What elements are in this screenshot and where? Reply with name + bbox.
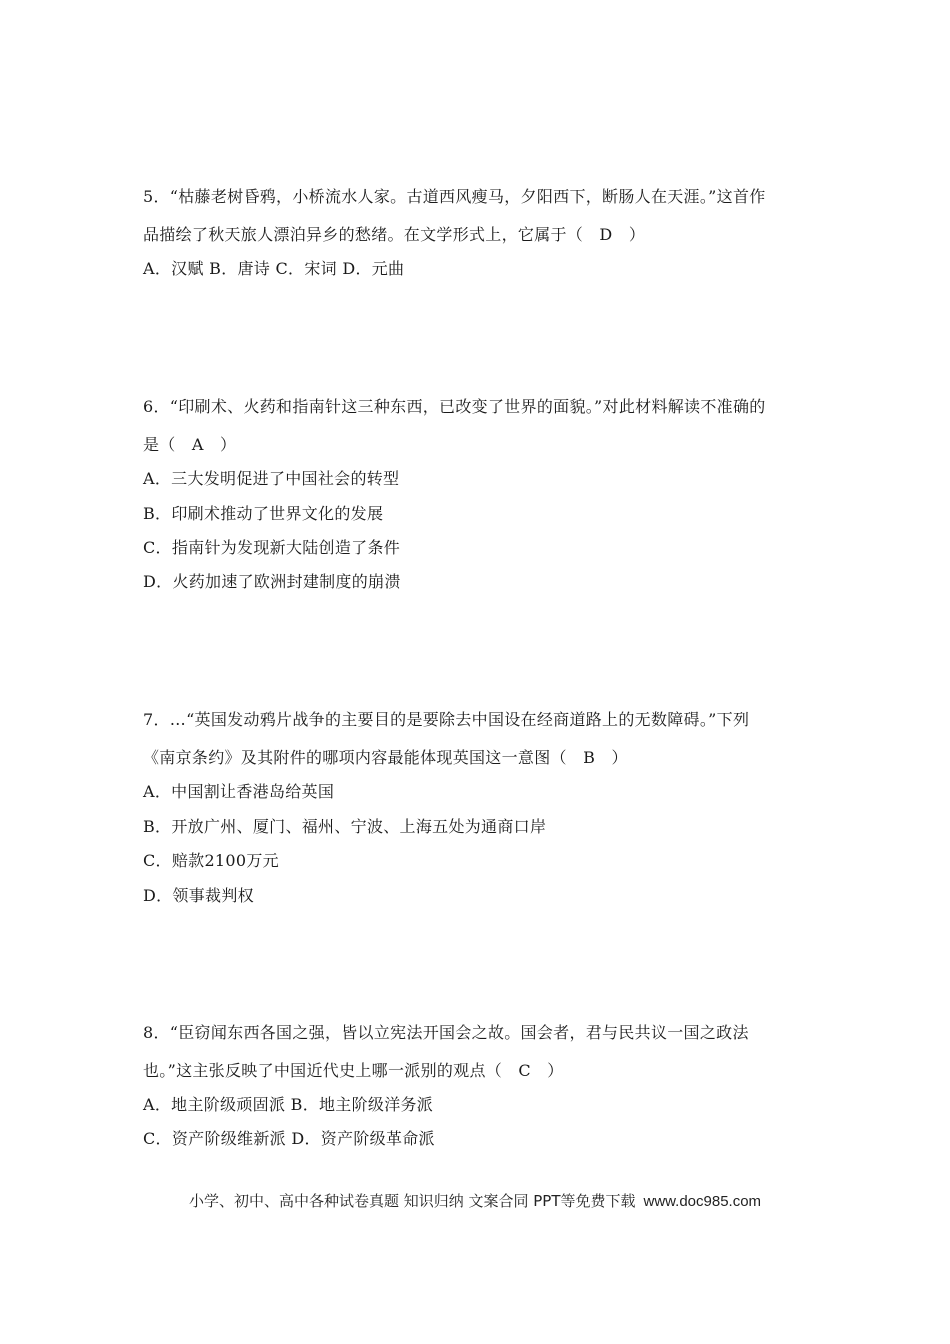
question-5-options: A．汉赋 B．唐诗 C．宋词 D．元曲 xyxy=(143,259,405,278)
question-6-line-2: 是（ A ） xyxy=(143,435,237,454)
question-6-option-d: D．火药加速了欧洲封建制度的崩溃 xyxy=(143,572,401,591)
question-7-line-2: 《南京条约》及其附件的哪项内容最能体现英国这一意图（ B ） xyxy=(143,748,628,767)
page-footer xyxy=(0,1191,950,1212)
question-5-line-2: 品描绘了秋天旅人漂泊异乡的愁绪。在文学形式上，它属于（ D ） xyxy=(143,225,646,244)
question-5-line-1: 5．“枯藤老树昏鸦，小桥流水人家。古道西风瘦马，夕阳西下，断肠人在天涯。”这首作 xyxy=(143,187,766,206)
question-8-options-ab: A．地主阶级顽固派 B．地主阶级洋务派 xyxy=(143,1095,434,1114)
footer-text: 小学、初中、高中各种试卷真题 知识归纳 文案合同 PPT等免费下载 xyxy=(188,1192,636,1210)
question-6-option-a: A．三大发明促进了中国社会的转型 xyxy=(143,469,400,488)
question-7-option-b: B．开放广州、厦门、福州、宁波、上海五处为通商口岸 xyxy=(143,817,547,836)
question-6-option-c: C．指南针为发现新大陆创造了条件 xyxy=(143,538,401,557)
question-8-line-1: 8．“臣窃闻东西各国之强，皆以立宪法开国会之故。国会者，君与民共议一国之政法 xyxy=(143,1023,749,1042)
question-7-option-d: D．领事裁判权 xyxy=(143,886,254,905)
question-7-option-c: C．赔款2100万元 xyxy=(143,851,279,870)
footer-url[interactable]: www.doc985.com xyxy=(643,1193,762,1210)
question-7-line-1: 7．…“英国发动鸦片战争的主要目的是要除去中国设在经商道路上的无数障碍。”下列 xyxy=(143,710,750,729)
question-7-option-a: A．中国割让香港岛给英国 xyxy=(143,782,335,801)
question-8-options-cd: C．资产阶级维新派 D．资产阶级革命派 xyxy=(143,1129,435,1148)
question-6-option-b: B．印刷术推动了世界文化的发展 xyxy=(143,504,384,523)
question-6-line-1: 6．“印刷术、火药和指南针这三种东西，已改变了世界的面貌。”对此材料解读不准确的 xyxy=(143,397,766,416)
question-8-line-2: 也。”这主张反映了中国近代史上哪一派别的观点（ C ） xyxy=(143,1061,564,1080)
